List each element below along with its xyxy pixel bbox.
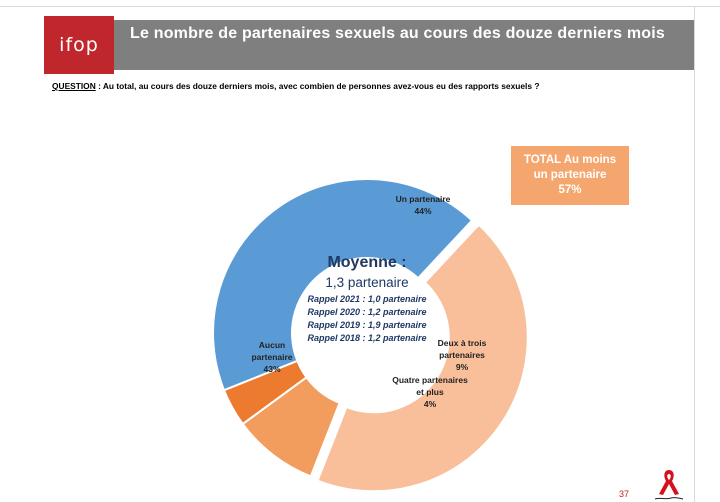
question-label: QUESTION: [52, 81, 96, 91]
slice-quatre-et-plus-label-1: et plus: [416, 387, 444, 397]
slice-aucun-label-2: 43%: [263, 364, 281, 374]
slice-aucun-label-0: Aucun: [258, 340, 286, 350]
total-box-line2: un partenaire: [533, 169, 607, 181]
slice-deux-a-trois-label-1: partenaires: [439, 350, 485, 360]
slice-un-partenaire-label-1: 44%: [414, 206, 432, 216]
total-box-line1: TOTAL Au moins: [523, 154, 617, 166]
slice-deux-a-trois-label-2: 9%: [455, 362, 469, 372]
center-rappel-2018: Rappel 2018 : 1,2 partenaire: [307, 333, 427, 343]
slice-un-partenaire-label-0: Un partenaire: [395, 194, 451, 204]
question-text: : Au total, au cours des douze derniers mois, avec combien de personnes avez-vous eu des rapports sexuels ?: [95, 81, 540, 91]
page-title: Le nombre de partenaires sexuels au cours des douze derniers mois: [130, 25, 665, 42]
center-rappel-2019: Rappel 2019 : 1,9 partenaire: [307, 320, 427, 330]
slice-aucun-label-1: partenaire: [251, 352, 293, 362]
center-rappel-2021: Rappel 2021 : 1,0 partenaire: [307, 294, 427, 304]
slice-deux-a-trois-label-0: Deux à trois: [437, 338, 487, 348]
center-rappel-2020: Rappel 2020 : 1,2 partenaire: [307, 307, 427, 317]
center-value: 1,3 partenaire: [325, 275, 409, 290]
total-box-value: 57%: [558, 184, 582, 196]
slice-quatre-et-plus-label-2: 4%: [423, 399, 437, 409]
slice-quatre-et-plus-label-0: Quatre partenaires: [392, 375, 468, 385]
page-number: 37: [619, 489, 630, 499]
center-title: Moyenne :: [327, 254, 407, 271]
red-ribbon-icon: [652, 466, 686, 502]
ifop-logo-text: ifop: [59, 34, 99, 56]
